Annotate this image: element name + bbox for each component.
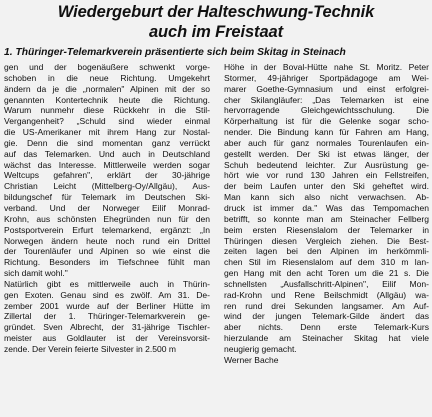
text-line: wind der jungen Telemark-Gilde ändert das <box>224 311 429 322</box>
text-line: aber auch für ganz normales Tourenlaufen ein- <box>224 137 429 148</box>
text-line: marer Goethe-Gymnasium und einst erfolgrei- <box>224 83 429 94</box>
text-line: zende. Der Verein feierte Silvester in 2.500 m <box>4 343 176 354</box>
text-line: Höhe in der Boval-Hütte nahe St. Moritz. Peter <box>224 62 429 72</box>
text-line: gen und der bogenäußere schwenkt vorge- <box>4 62 210 72</box>
text-line: gie. Denn die sind momentan ganz verrückt <box>4 137 210 148</box>
text-line: schnellsten „Ausfallschritt-Alpinen", Eilif Mon- <box>224 278 429 289</box>
text-line: Thüringen diesen Vergleich ziehen. Die Best- <box>224 235 429 246</box>
text-line: aber nichts. Denn erste Telemark-Kurs <box>224 322 429 333</box>
text-line: Natürlich gibt es mittlerweile auch in Thürin- <box>4 278 210 289</box>
text-line: gen Exoten. Genau sind es zwölf. Am 31. De- <box>4 289 210 300</box>
text-line: der beim Laufen unter den Ski geheftet wird. <box>224 181 429 192</box>
right-column <box>224 62 429 366</box>
text-line: verband. Und der Norweger Eilif Monrad- <box>4 202 210 213</box>
text-line: cher Skilangläufer: „Das Telemarken ist eine <box>224 94 429 105</box>
text-line: gestellt werden. Der Ski ist etwas länger, der <box>224 148 429 159</box>
left-column <box>4 62 210 355</box>
text-line: ändern da je die „normalen" Alpinen mit der so <box>4 83 210 94</box>
text-line: hervorragende Gleichgewichtsschulung. Die <box>224 105 429 116</box>
text-line: druck ist immer da." Was das Tempomachen <box>224 202 429 213</box>
text-line: gen Hang mit den acht Toren um die 21 s. Die <box>224 268 429 279</box>
headline-line-2: auch im Freistaat <box>148 23 283 41</box>
text-line: meister aus Goldlauter ist der Vereinsvorsit- <box>4 333 210 344</box>
text-line: zeiten lagen bei den Alpinen im herkömmli- <box>224 246 429 257</box>
text-line: Stormer, 49-jähriger Sportpädagoge am Wei- <box>224 72 429 83</box>
text-line: ren rund drei Sekunden langsamer. Am Auf- <box>224 300 429 311</box>
text-line: Norwegen ändern heute noch rund ein Drittel <box>4 235 210 246</box>
text-line: schoben in die neue Richtung. Umgekehrt <box>4 72 210 83</box>
text-line: Körperhaltung ist für die Gelenke sogar scho- <box>224 116 429 127</box>
text-line: Warum nunmehr diese Rückkehr in die Stil- <box>4 105 210 116</box>
text-line: Weltcups gefahren", erklärt der 30-jährige <box>4 170 210 181</box>
text-line: betrifft, so konnte man am Steinacher Fellberg <box>224 213 429 224</box>
text-line: Christian Leicht (Mittelberg-Oy/Allgäu), Aus- <box>4 181 210 192</box>
text-line: der Tourenläufer und Alpinen so wie einst die <box>4 246 210 257</box>
text-line: Richtung. Besonders im Tiefschnee fühlt man <box>4 257 210 268</box>
text-line: bildungschef für Telemark im Deutschen Ski- <box>4 192 210 203</box>
text-line: Man kann sich also nicht verwachsen. Ab- <box>224 192 429 203</box>
headline-line-1: Wiedergeburt der Halteschwung-Technik <box>57 3 375 21</box>
text-line: die US-Amerikaner mit ihrem Hang zur Nostal- <box>4 127 210 138</box>
text-line: zember 2001 wurde auf der Berliner Hütte im <box>4 300 210 311</box>
text-line: Vergangenheit? „Schuld sind wieder einmal <box>4 116 210 127</box>
text-line: Schuh bedeutend leichter. Zur Ausrüstung ge- <box>224 159 429 170</box>
headline <box>0 2 432 42</box>
text-line: chen Stil im Riesenslalom auf dem 310 m lan- <box>224 257 429 268</box>
text-line: Zillertal der 1. Thüringer-Telemarkverein ge- <box>4 311 210 322</box>
subheadline: 1. Thüringer-Telemarkverein präsentierte sich beim Skitag in Steinach <box>4 47 346 58</box>
text-line: neugierig gemacht. <box>224 343 297 354</box>
text-line: wächst das Interesse. Mittlerweile werden sogar <box>4 159 210 170</box>
text-line: nender. Die Bindung kann für Fahren am Hang, <box>224 127 429 138</box>
text-line: sich damit wohl." <box>4 268 68 279</box>
text-line: gründet. Sven Albrecht, der 31-jährige Tischler- <box>4 322 210 333</box>
text-line: auf das Telemarken. Und auch in Deutschland <box>4 148 210 159</box>
author-name: Werner Bache <box>224 354 279 365</box>
text-line: hört wie vor rund 130 Jahren ein Fellstreifen, <box>224 170 429 181</box>
text-line: hierzulande am Steinacher Skitag hat viele <box>224 333 429 344</box>
text-line: rad-Krohn und Rene Beilschmidt (Allgäu) wa- <box>224 289 429 300</box>
text-line: genannten Kontertechnik heute die Richtung. <box>4 94 210 105</box>
text-line: Postsportverein Erfurt telemarkend, ergänzt: „In <box>4 224 210 235</box>
text-line: Krohn, aus schönsten Ehegründen nun für den <box>4 213 210 224</box>
text-line: beim ersten Riesenslalom der Telemarker in <box>224 224 429 235</box>
